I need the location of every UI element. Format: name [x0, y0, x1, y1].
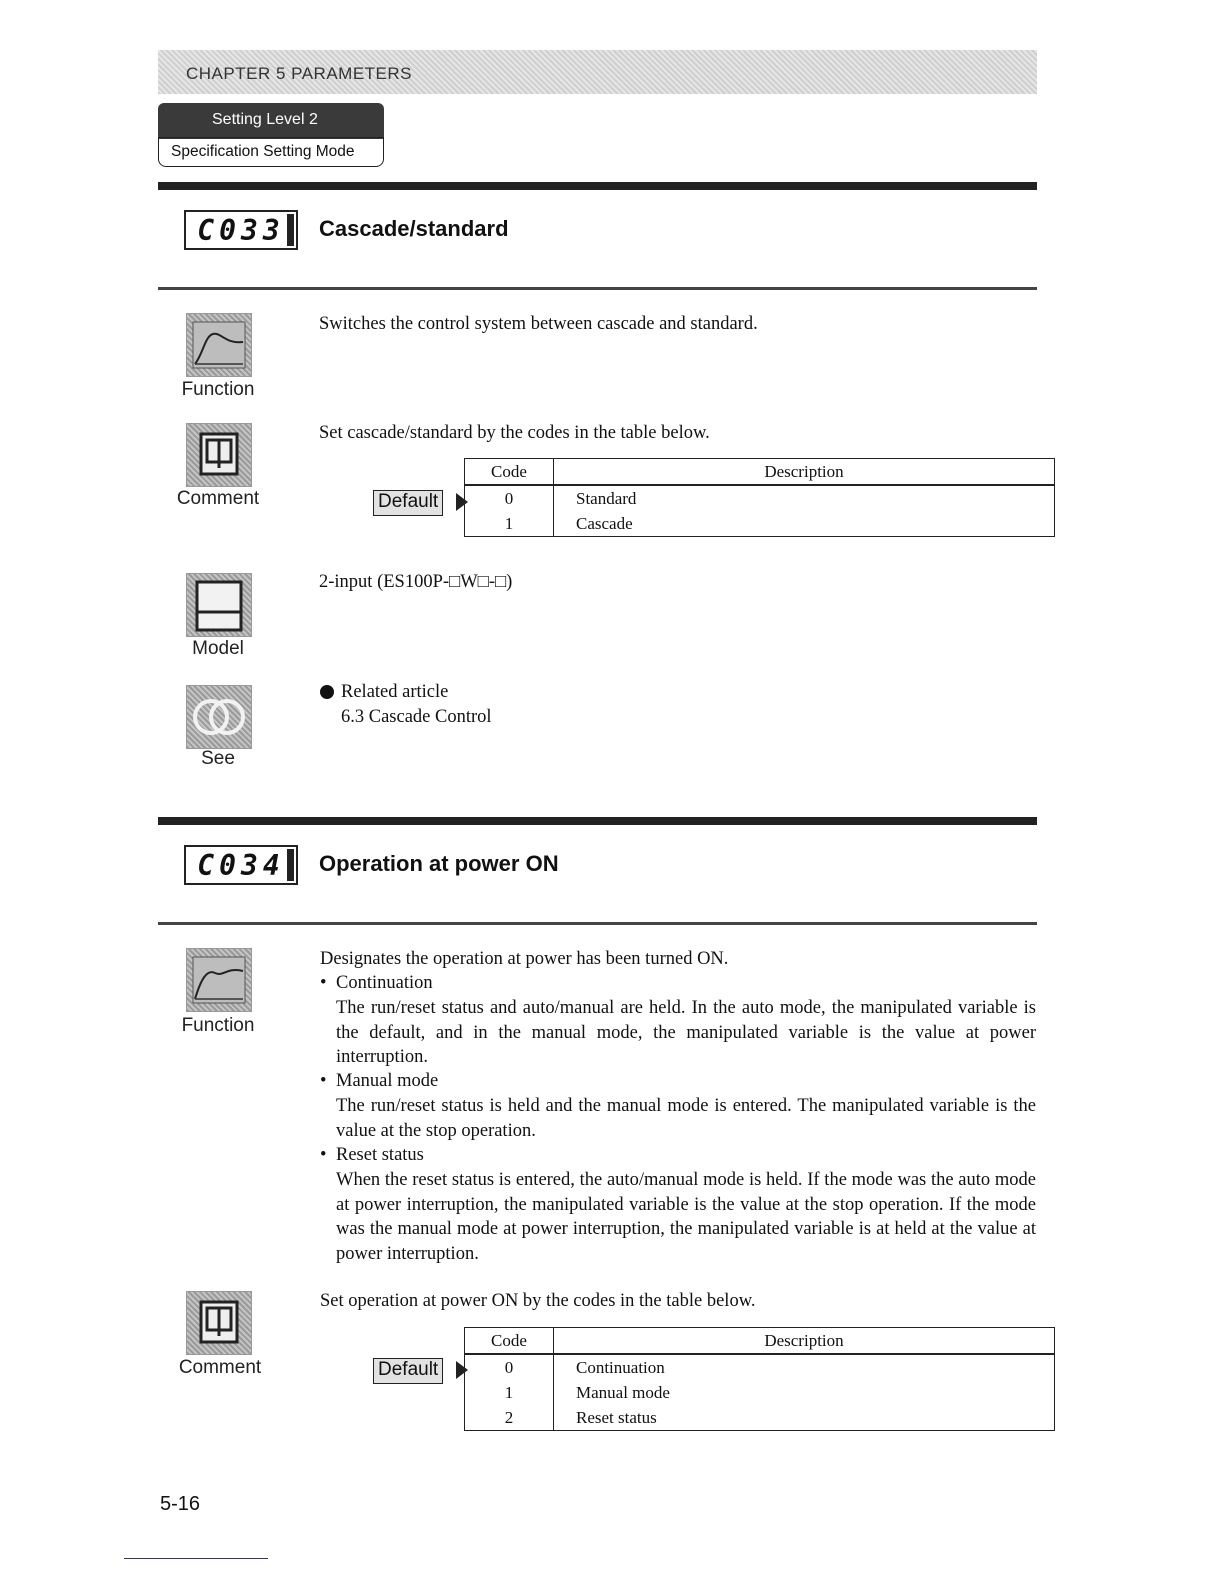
see-icon	[186, 685, 252, 749]
related-article-title: Related article	[341, 682, 449, 702]
table-cell-code: 0	[465, 1354, 554, 1380]
section-title: Cascade/standard	[319, 216, 509, 241]
section-divider-thin	[158, 922, 1037, 925]
parameter-code-badge: C034	[184, 845, 298, 885]
table-cell-description: Manual mode	[554, 1380, 1055, 1405]
function-description: Switches the control system between cascade and standard.	[319, 314, 758, 334]
table-row	[465, 1405, 1055, 1431]
comment-label: Comment	[178, 1357, 262, 1378]
table-header-row	[465, 459, 1055, 486]
table-cell-code: 2	[465, 1405, 554, 1431]
list-item-name: Continuation	[336, 973, 433, 993]
list-item-text: The run/reset status and auto/manual are held. In the auto mode, the manipulated variable is the default, and in the manual mode, the manipulated variable is the value at power interruption.	[336, 998, 1036, 1067]
model-description: 2-input (ES100P-□W□-□)	[319, 572, 513, 592]
list-item-name: Manual mode	[336, 1071, 439, 1091]
setting-level-label: Setting Level 2	[212, 111, 318, 128]
table-cell-description: Cascade	[554, 511, 1055, 537]
table-row	[465, 485, 1055, 511]
table-cell-code: 1	[465, 511, 554, 537]
comment-icon	[186, 423, 252, 487]
see-label: See	[201, 748, 235, 769]
table-header-description: Description	[554, 459, 1055, 486]
table-header-row	[465, 1328, 1055, 1355]
table-cell-description: Reset status	[554, 1405, 1055, 1431]
function-icon	[186, 948, 252, 1012]
model-label: Model	[192, 638, 244, 659]
model-icon	[186, 573, 252, 637]
chapter-title: CHAPTER 5 PARAMETERS	[186, 64, 413, 83]
table-cell-description: Standard	[554, 485, 1055, 511]
default-tag: Default	[373, 1358, 443, 1384]
parameter-code-badge: C033	[184, 210, 298, 250]
footer-rule	[124, 1558, 268, 1559]
comment-description: Set operation at power ON by the codes in the table below.	[320, 1291, 756, 1311]
list-item-bullet: •	[320, 1145, 327, 1165]
section-divider-thick	[158, 817, 1037, 825]
list-item-bullet: •	[320, 973, 327, 993]
code-table	[464, 1327, 1055, 1431]
table-row	[465, 511, 1055, 537]
page-number: 5-16	[160, 1493, 201, 1515]
bullet-icon	[320, 685, 334, 699]
code-table	[464, 458, 1055, 537]
function-label: Function	[181, 1015, 255, 1036]
section-divider-thick	[158, 182, 1037, 190]
table-header-code: Code	[465, 459, 554, 486]
table-row	[465, 1354, 1055, 1380]
default-tag: Default	[373, 490, 443, 516]
related-article-link[interactable]: 6.3 Cascade Control	[341, 707, 492, 727]
function-icon	[186, 313, 252, 377]
list-item-bullet: •	[320, 1071, 327, 1091]
list-item-text: When the reset status is entered, the auto/manual mode is held. If the mode was the auto mode at power interruption, the manipulated variable is the value at the stop operation. If the mode was the manual mode at power interruption, the manipulated variable is at held at the value at power interruption.	[336, 1170, 1036, 1264]
comment-description: Set cascade/standard by the codes in the table below.	[319, 423, 710, 443]
table-header-code: Code	[465, 1328, 554, 1355]
table-cell-code: 0	[465, 485, 554, 511]
list-item-text: The run/reset status is held and the manual mode is entered. The manipulated variable is the value at the stop operation.	[336, 1096, 1036, 1141]
table-cell-description: Continuation	[554, 1354, 1055, 1380]
list-item-name: Reset status	[336, 1145, 424, 1165]
comment-icon	[186, 1291, 252, 1355]
table-cell-code: 1	[465, 1380, 554, 1405]
table-row	[465, 1380, 1055, 1405]
section-divider-thin	[158, 287, 1037, 290]
function-intro: Designates the operation at power has been turned ON.	[320, 949, 729, 969]
table-header-description: Description	[554, 1328, 1055, 1355]
setting-mode-label: Specification Setting Mode	[171, 143, 355, 160]
section-title: Operation at power ON	[319, 851, 559, 876]
comment-label: Comment	[176, 488, 260, 509]
function-label: Function	[181, 379, 255, 400]
